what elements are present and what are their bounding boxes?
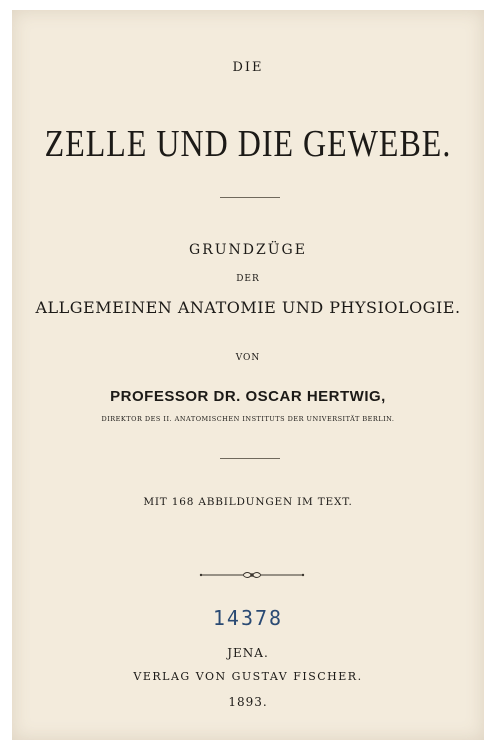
illustrations-note: MIT 168 ABBILDUNGEN IM TEXT. [143,496,353,508]
library-stamp-number: 14378 [212,606,284,630]
title-page [12,10,484,740]
author-name: PROFESSOR DR. OSCAR HERTWIG, [110,388,386,405]
ornamental-divider-icon [197,568,307,582]
imprint-publisher: VERLAG VON GUSTAV FISCHER. [133,670,363,683]
subtitle-line-1: GRUNDZÜGE [189,242,307,258]
divider-rule [220,197,280,198]
subtitle-line-3: ALLGEMEINEN ANATOMIE UND PHYSIOLOGIE. [35,298,461,317]
by-line: VON [235,353,261,363]
divider-rule [220,458,280,459]
pre-title: DIE [232,60,264,75]
author-position: DIREKTOR DES II. ANATOMISCHEN INSTITUTS DER UNIVERSITÄT BERLIN. [101,415,395,423]
imprint-year: 1893. [228,695,268,709]
book-title: ZELLE UND DIE GEWEBE. [44,122,452,165]
subtitle-line-2: DER [236,274,260,284]
imprint-city: JENA. [227,646,269,660]
